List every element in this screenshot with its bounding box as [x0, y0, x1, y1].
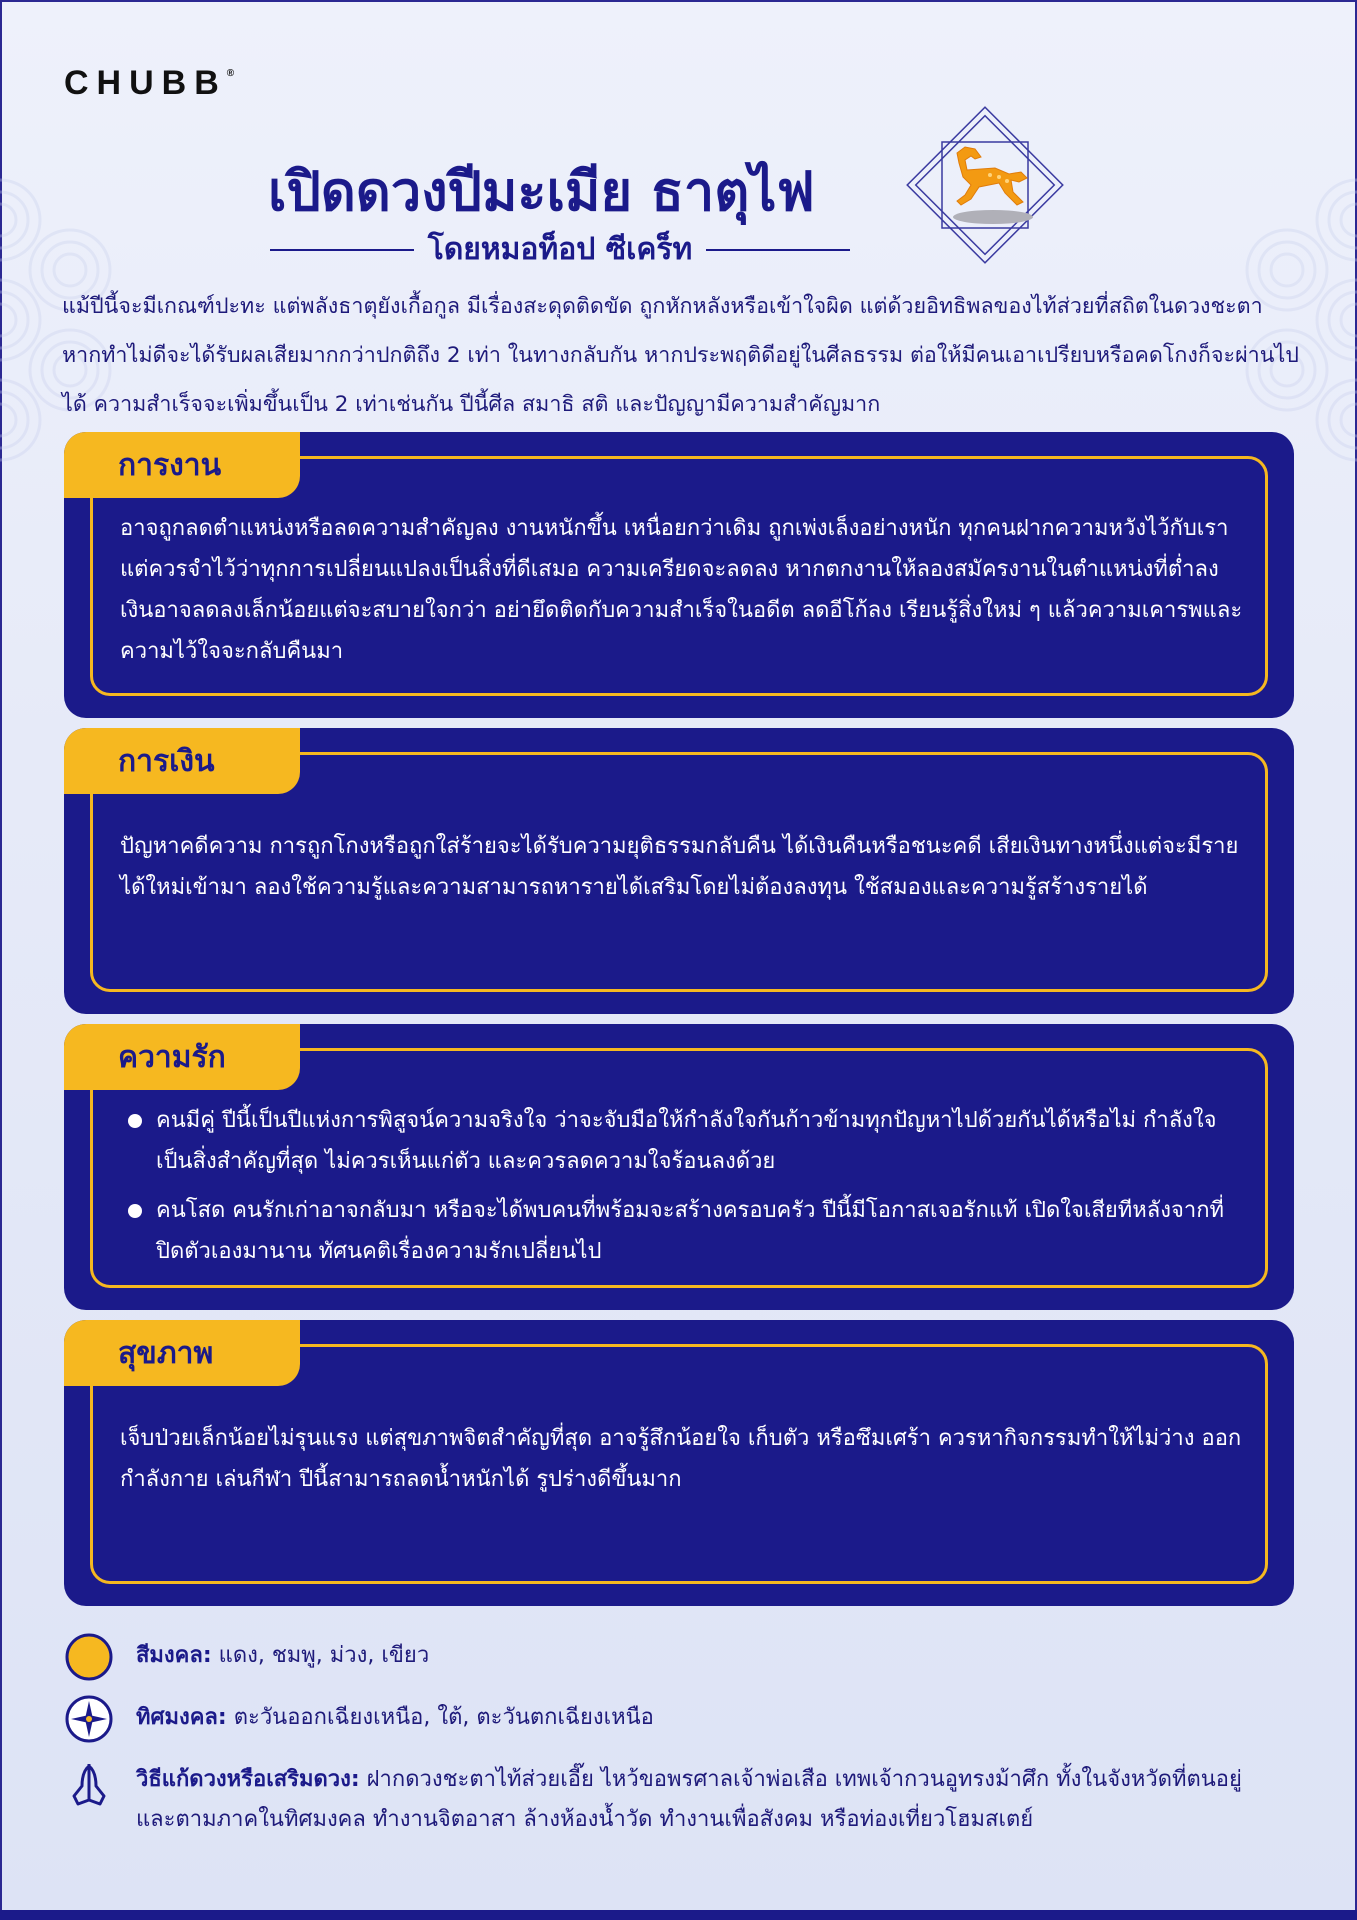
intro-paragraph: แม้ปีนี้จะมีเกณฑ์ปะทะ แต่พลังธาตุยังเกื้อกูล มีเรื่องสะดุดติดขัด ถูกหักหลังหรือเข้าใจผิด แต่ด้วยอิทธิพลของไท้ส่วยที่สถิตในดวงชะตา หากทำไม่ดีจะได้รับผลเสียมากกว่าปกติถึง 2 เท่า ในทางกลับกัน หากประพฤติดีอยู่ในศีลธรรม ต่อให้มีคนเอาเปรียบหรือคดโกงก็จะผ่านไปได้ ความสำเร็จจะเพิ่มขึ้นเป็น 2 เท่าเช่นกัน ปีนี้ศีล สมาธิ สติ และปัญญามีความสำคัญมาก	[62, 294, 1299, 417]
remedy-label: วิธีแก้ดวงหรือเสริมดวง:	[136, 1767, 360, 1792]
section-card-health	[64, 1320, 1294, 1606]
section-body-health: เจ็บป่วยเล็กน้อยไม่รุนแรง แต่สุขภาพจิตสำคัญที่สุด อาจรู้สึกน้อยใจ เก็บตัว หรือซึมเศร้า ควรหากิจกรรมทำให้ไม่ว่าง ออกกำลังกาย เล่นกีฬา ปีนี้สามารถลดน้ำหนักได้ รูปร่างดีขึ้นมาก	[120, 1426, 1242, 1492]
section-card-finance	[64, 728, 1294, 1014]
compass-icon	[64, 1694, 114, 1744]
section-body-work: อาจถูกลดตำแหน่งหรือลดความสำคัญลง งานหนักขึ้น เหนื่อยกว่าเดิม ถูกเพ่งเล็งอย่างหนัก ทุกคนฝากความหวังไว้กับเรา แต่ควรจำไว้ว่าทุกการเปลี่ยนแปลงเป็นสิ่งที่ดีเสมอ ความเครียดจะลดลง หากตกงานให้ลองสมัครงานในตำแหน่งที่ต่ำลง เงินอาจลดลงเล็กน้อยแต่จะสบายใจกว่า อย่ายึดติดกับความสำเร็จในอดีต ลดอีโก้ลง เรียนรู้สิ่งใหม่ ๆ แล้วความเคารพและความไว้ใจจะกลับคืนมา	[120, 516, 1243, 664]
section-title-finance: การเงิน	[64, 728, 300, 794]
subtitle-rule-left	[270, 249, 414, 251]
chubb-logo: CHUBB®	[64, 64, 235, 102]
lucky-directions-row	[64, 1694, 654, 1744]
remedy-row	[64, 1760, 1274, 1840]
section-card-work	[64, 432, 1294, 718]
page-title: เปิดดวงปีมะเมีย ธาตุไฟ	[268, 160, 815, 223]
list-item-single: คนโสด คนรักเก่าอาจกลับมา หรือจะได้พบคนที่พร้อมจะสร้างครอบครัว ปีนี้มีโอกาสเจอรักแท้ เปิดใจเสียทีหลังจากที่ปิดตัวเองมานาน ทัศนคติเรื่องความรักเปลี่ยนไป	[124, 1190, 1248, 1272]
lucky-directions-label: ทิศมงคล:	[136, 1705, 227, 1730]
praying-hands-icon	[64, 1760, 114, 1810]
section-title-health: สุขภาพ	[64, 1320, 300, 1386]
lucky-colors-value: แดง, ชมพู, ม่วง, เขียว	[218, 1643, 430, 1668]
lucky-colors-label: สีมงคล:	[136, 1643, 212, 1668]
subtitle-rule-right	[706, 249, 850, 251]
section-title-love: ความรัก	[64, 1024, 300, 1090]
bottom-bar	[0, 1910, 1357, 1920]
section-card-love	[64, 1024, 1294, 1310]
horse-icon	[895, 95, 1075, 275]
section-body-love	[124, 1100, 1248, 1280]
section-body-finance: ปัญหาคดีความ การถูกโกงหรือถูกใส่ร้ายจะได้รับความยุติธรรมกลับคืน ได้เงินคืนหรือชนะคดี เสียเงินทางหนึ่งแต่จะมีรายได้ใหม่เข้ามา ลองใช้ความรู้และความสามารถหารายได้เสริมโดยไม่ต้องลงทุน ใช้สมองและความรู้สร้างรายได้	[120, 834, 1239, 900]
page-subtitle: โดยหมอท็อป ซีเคร็ท	[427, 232, 693, 267]
subtitle-row	[270, 226, 850, 273]
section-title-work: การงาน	[64, 432, 300, 498]
lucky-directions-value: ตะวันออกเฉียงเหนือ, ใต้, ตะวันตกเฉียงเหนือ	[233, 1705, 654, 1730]
color-dot-icon	[64, 1632, 114, 1682]
remedy-value: ฝากดวงชะตาไท้ส่วยเอี๊ย ไหว้ขอพรศาลเจ้าพ่อเสือ เทพเจ้ากวนอูทรงม้าศึก ทั้งในจังหวัดที่ตนอยู่และตามภาคในทิศมงคล ทำงานจิตอาสา ล้างห้องน้ำวัด ทำงานเพื่อสังคม หรือท่องเที่ยวโฮมสเตย์	[136, 1767, 1242, 1832]
list-item-couple: คนมีคู่ ปีนี้เป็นปีแห่งการพิสูจน์ความจริงใจ ว่าจะจับมือให้กำลังใจกันก้าวข้ามทุกปัญหาไปด้วยกันได้หรือไม่ กำลังใจเป็นสิ่งสำคัญที่สุด ไม่ควรเห็นแก่ตัว และควรลดความใจร้อนลงด้วย	[124, 1100, 1248, 1182]
lucky-colors-row	[64, 1632, 429, 1682]
